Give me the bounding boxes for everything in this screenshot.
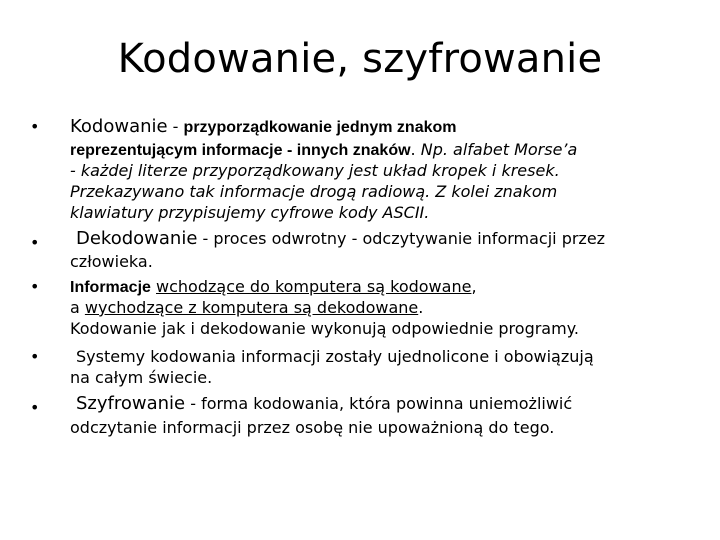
term-dekodowanie: Dekodowanie bbox=[76, 228, 198, 249]
bullet-dot-icon: • bbox=[30, 117, 40, 136]
bullet-dot-icon: • bbox=[30, 277, 40, 296]
slide-title: Kodowanie, szyfrowanie bbox=[117, 36, 603, 82]
term-kodowanie: Kodowanie bbox=[70, 116, 168, 137]
bullet-dot-icon: • bbox=[30, 233, 40, 252]
bullet-dot-icon: • bbox=[30, 347, 40, 366]
term-szyfrowanie: Szyfrowanie bbox=[76, 393, 186, 414]
bullet-dot-icon: • bbox=[30, 398, 40, 417]
slide: Kodowanie, szyfrowanie • Kodowanie - przyporządkowanie jednym znakom reprezentującym informacje - innych znaków. Np. alfabet Morse’a - każdej literze przyporządkowany jest układ kropek i kresek. Przekazywano tak informacje drogą radiową. Z kolei znakom klawiatury przypisujemy cyfrowe kody ASCII. • Dekodowanie - proces odwrotny - odczytywanie informacji przez człowieka. • Informacje wchodzące do komputera są kodowane, a wychodzące z komputera są dekodowane. Kodowanie jak i dekodowanie wykonują odpowiednie programy. • Systemy kodowania informacji zostały ujednolicone i obowiązują na całym świecie. • Szyfrowanie - forma kodowania, która powinna uniemożliwić odczytanie informacji przez osobę nie upoważnioną do tego. bbox=[0, 0, 720, 540]
term-informacje: Informacje bbox=[70, 279, 151, 296]
